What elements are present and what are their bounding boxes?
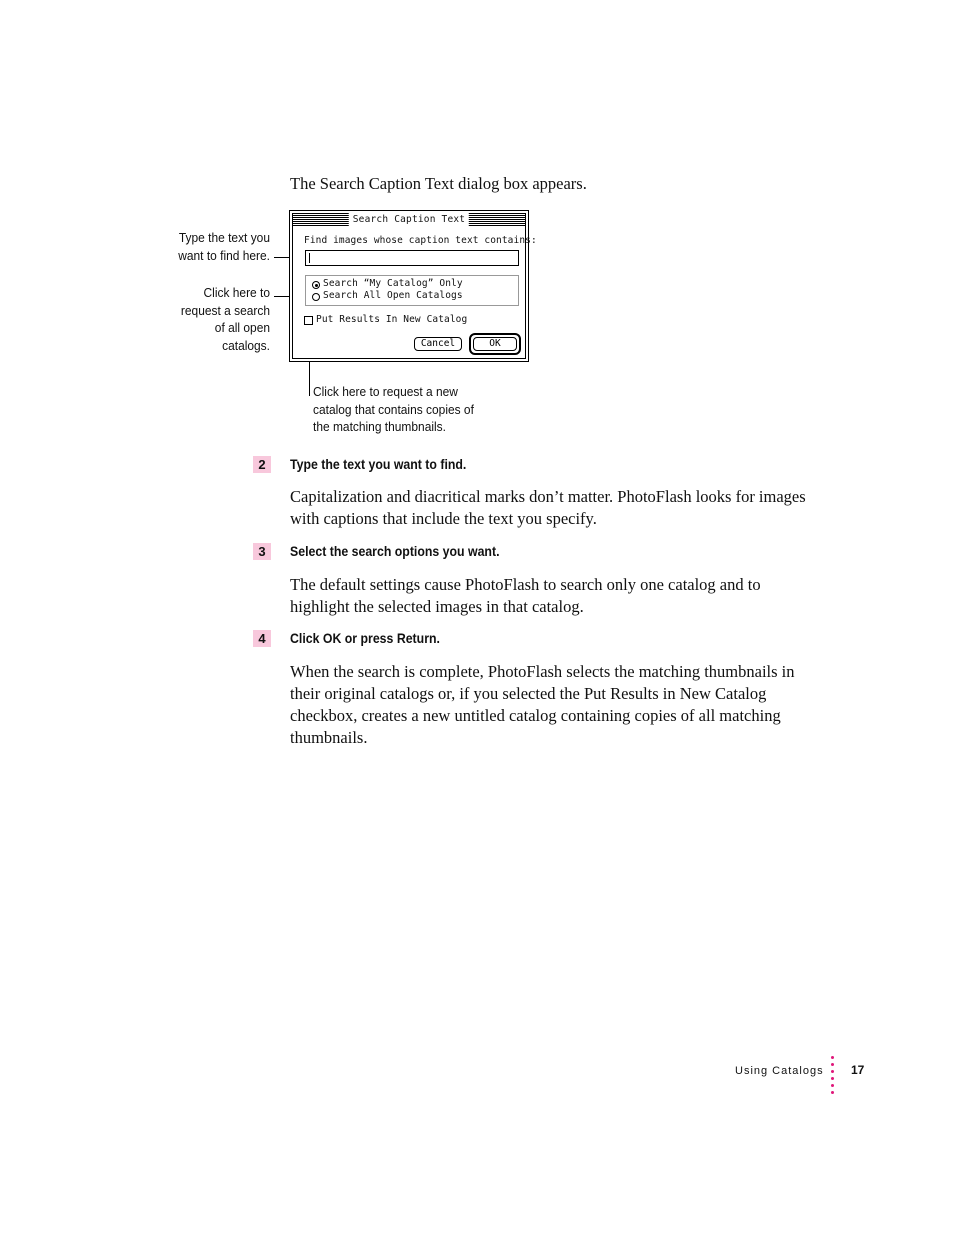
callout-line: catalog that contains copies of	[313, 401, 474, 417]
callout-line: the matching thumbnails.	[313, 419, 446, 434]
step-number-2: 2	[253, 456, 271, 473]
search-scope-group	[305, 275, 519, 306]
callout-line: want to find here.	[178, 247, 270, 263]
dialog-titlebar[interactable]	[293, 214, 525, 226]
step-body-2	[290, 486, 806, 530]
callout-line: request a search	[180, 302, 270, 318]
body-line: Capitalization and diacritical marks don’t matter. PhotoFlash looks for images	[290, 487, 806, 506]
dialog-frame	[292, 213, 537, 359]
dialog-prompt: Find images whose caption text contains:	[304, 235, 537, 246]
step-instruction-3: Select the search options you want.	[290, 543, 500, 559]
dot	[831, 1084, 834, 1087]
page-number: 17	[851, 1063, 865, 1077]
body-line: When the search is complete, PhotoFlash selects the matching thumbnails in	[290, 662, 795, 681]
callout-line: Click here to	[203, 285, 270, 300]
radio-this-catalog[interactable]	[312, 281, 320, 289]
callout-line: of all open	[214, 320, 270, 335]
callout-new-catalog	[313, 383, 474, 436]
new-catalog-checkbox-label[interactable]: Put Results In New Catalog	[316, 314, 468, 325]
dot	[831, 1077, 834, 1080]
body-line: checkbox, creates a new untitled catalog containing copies of all matching	[290, 706, 781, 725]
step-instruction-4: Click OK or press Return.	[290, 630, 440, 646]
step-number-4: 4	[253, 630, 271, 647]
callout-search-all	[132, 284, 270, 354]
step-instruction-2: Type the text you want to find.	[290, 456, 467, 472]
caption-search-input[interactable]	[305, 250, 519, 266]
radio-all-catalogs[interactable]	[312, 293, 320, 301]
step-body-4	[290, 661, 795, 749]
text-caret	[309, 253, 310, 263]
callout-line: catalogs.	[222, 337, 270, 353]
intro-text: The Search Caption Text dialog box appears.	[290, 174, 587, 193]
callout-line: Type the text you	[178, 230, 270, 245]
dot	[831, 1070, 834, 1073]
footer-section-title: Using Catalogs	[735, 1065, 824, 1077]
search-caption-dialog	[289, 210, 537, 362]
footer-dot-divider	[831, 1056, 834, 1094]
body-line: with captions that include the text you specify.	[290, 509, 597, 528]
body-line: their original catalogs or, if you selected the Put Results in New Catalog	[290, 684, 767, 703]
callout-type-text	[132, 229, 270, 264]
dot	[831, 1091, 834, 1094]
step-body-3	[290, 574, 761, 618]
ok-button[interactable]: OK	[473, 337, 517, 351]
body-line: highlight the selected images in that catalog.	[290, 597, 584, 616]
step-number-3: 3	[253, 543, 271, 560]
body-line: thumbnails.	[290, 728, 368, 747]
dot	[831, 1063, 834, 1066]
body-line: The default settings cause PhotoFlash to search only one catalog and to	[290, 575, 761, 594]
callout-line: Click here to request a new	[313, 384, 458, 399]
dialog-title: Search Caption Text	[349, 213, 469, 226]
dot	[831, 1056, 834, 1059]
radio-this-catalog-label[interactable]: Search “My Catalog” Only	[323, 278, 463, 289]
new-catalog-checkbox[interactable]	[304, 316, 313, 325]
cancel-button[interactable]: Cancel	[414, 337, 462, 351]
radio-all-catalogs-label[interactable]: Search All Open Catalogs	[323, 290, 463, 301]
